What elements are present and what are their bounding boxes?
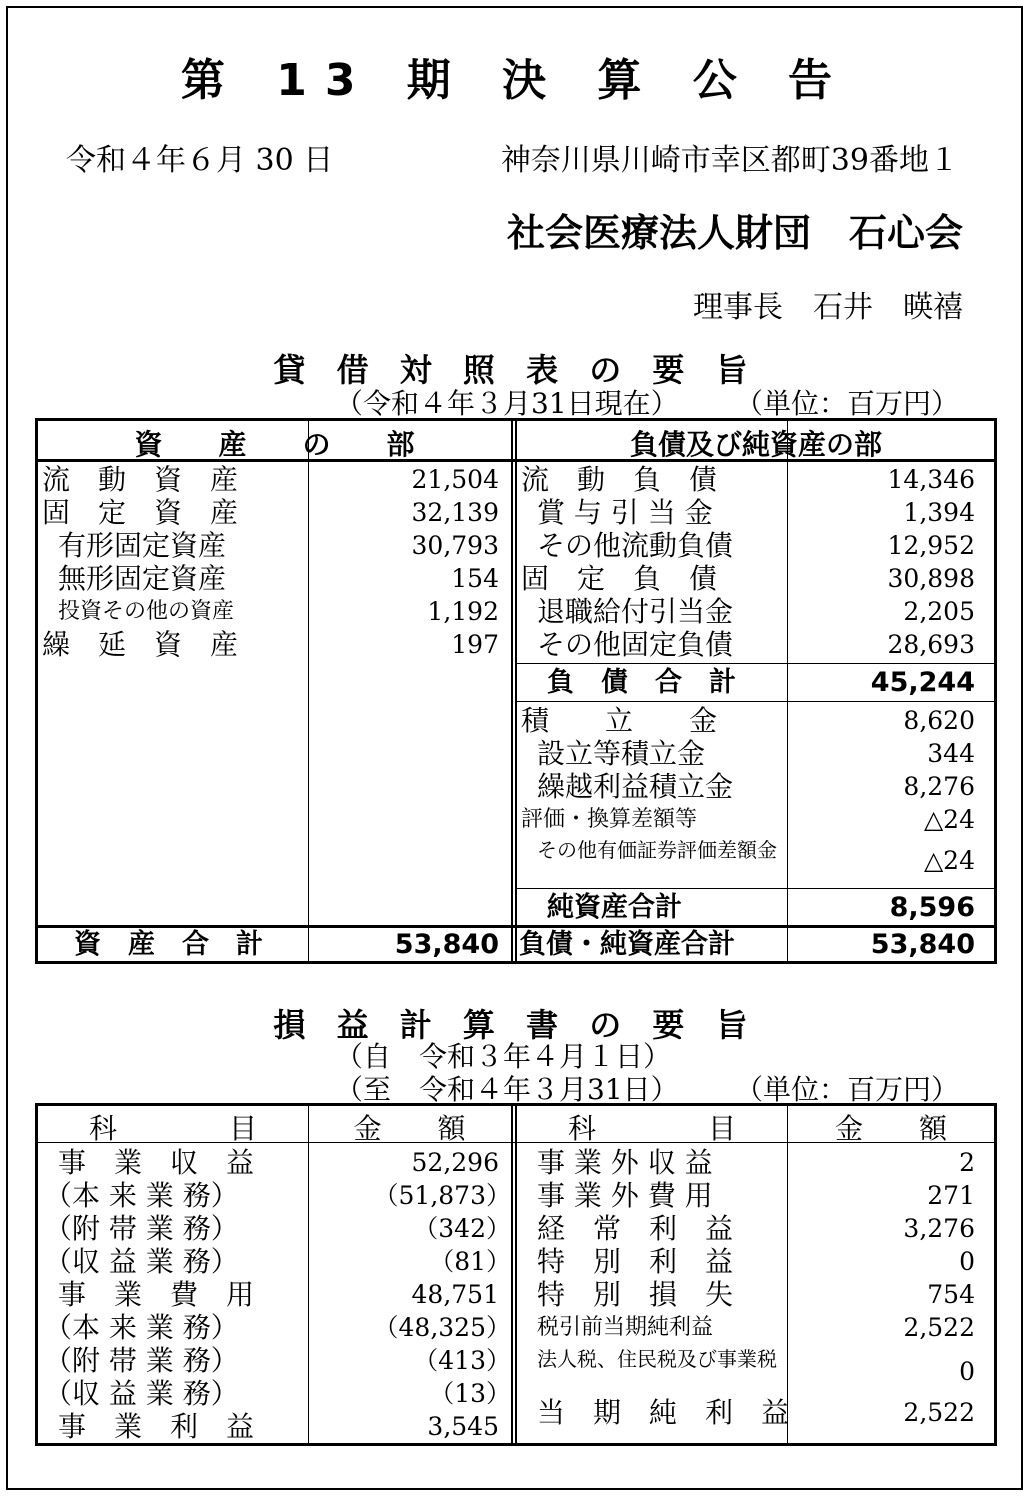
row-label: 積 立 金 [521,704,718,737]
balance-sheet-table [35,418,997,964]
row-value: 21,504 [411,465,499,494]
table-row [517,562,995,595]
row-value: （81） [429,1247,511,1276]
table-row [38,496,511,529]
table-row [38,1311,511,1344]
item-header: 科 目 [567,1112,736,1145]
balance-sheet-unit: （単位：百万円） [735,387,960,420]
row-label: （収 益 業 務） [44,1245,239,1278]
table-row [517,1212,995,1245]
company-name: 社会医療法人財団 石心会 [506,211,963,255]
representative: 理事長 石井 暎禧 [693,290,963,325]
row-label: 評価・換算差額等 [521,807,698,832]
row-label: （本 来 業 務） [44,1179,239,1212]
table-row [38,1344,511,1377]
table-row [517,1396,995,1429]
row-value: 14,346 [887,465,975,494]
table-row [517,529,995,562]
table-row [517,463,995,496]
row-value: 30,898 [887,564,975,593]
divider [517,663,994,664]
row-value: 154 [451,564,499,593]
row-value: （413） [413,1346,511,1375]
row-label: 投資その他の資産 [58,599,235,624]
row-label: 特 別 損 失 [537,1278,734,1311]
row-label: 税引前当期純利益 [537,1315,714,1340]
amount-header: 金 額 [353,1112,466,1145]
table-row [38,1179,511,1212]
company-address: 神奈川県川崎市幸区都町39番地１ [500,143,959,178]
row-label: 繰 延 資 産 [42,628,239,661]
row-label: 賞 与 引 当 金 [537,496,713,529]
row-value: 0 [959,1357,975,1386]
table-row [517,1146,995,1179]
row-label: 経 常 利 益 [537,1212,734,1245]
income-statement-unit: （単位：百万円） [735,1073,960,1106]
row-value: 2 [959,1148,975,1177]
row-value: 53,840 [394,929,499,960]
table-row [517,595,995,628]
row-label: 固 定 資 産 [42,496,239,529]
row-value: 8,596 [889,892,975,923]
row-value: 0 [959,1247,975,1276]
divider [517,888,994,889]
table-row [38,1212,511,1245]
table-row [517,1179,995,1212]
table-row [517,1278,995,1311]
row-label: 無形固定資産 [58,562,227,595]
row-value: （13） [429,1379,511,1408]
table-row [517,496,995,529]
table-row [517,770,995,803]
row-value: 197 [451,630,499,659]
row-value: 8,276 [903,772,975,801]
row-value: 45,244 [870,667,975,698]
row-label: 負 債 合 計 [547,667,736,698]
row-label: 負債・純資産合計 [519,929,735,960]
row-label: 純資産合計 [547,892,682,923]
row-label: 事 業 外 収 益 [537,1146,713,1179]
row-value: 3,276 [903,1214,975,1243]
divider [517,701,994,702]
table-row [517,704,995,737]
row-value: 754 [927,1280,975,1309]
row-label: その他有価証券評価差額金 [537,838,777,862]
row-value: 12,952 [887,531,975,560]
row-value: 3,545 [427,1412,499,1441]
row-label: （附 帯 業 務） [44,1212,239,1245]
row-value: 28,693 [887,630,975,659]
row-value: 1,192 [427,597,499,626]
table-row [38,1245,511,1278]
row-label: 事 業 外 費 用 [537,1179,713,1212]
period-from: （自 令和３年４月１日） [335,1040,672,1073]
income-statement-title: 損 益 計 算 書 の 要 旨 [273,1006,758,1044]
row-value: 2,522 [903,1313,975,1342]
row-value: （48,325） [373,1313,511,1342]
row-label: 固 定 負 債 [521,562,718,595]
row-value: （51,873） [373,1181,511,1210]
row-value: △24 [923,846,975,875]
table-row [517,737,995,770]
row-value: 52,296 [411,1148,499,1177]
row-value: 271 [927,1181,975,1210]
amount-header: 金 額 [834,1112,947,1145]
row-label: 資 産 合 計 [74,929,263,960]
announcement-date: 令和４年６月 30 日 [66,143,334,178]
liabilities-header: 負債及び純資産の部 [629,428,882,461]
table-row [517,1311,995,1344]
row-value: △24 [923,805,975,834]
row-label: 流 動 資 産 [42,463,239,496]
table-row [517,628,995,661]
table-row [38,1146,511,1179]
row-label: （本 来 業 務） [44,1311,239,1344]
row-value: 344 [927,739,975,768]
row-label: その他流動負債 [537,529,734,562]
row-label: 退職給付引当金 [537,595,734,628]
row-label: 有形固定資産 [58,529,227,562]
table-row [38,1278,511,1311]
row-label: その他固定負債 [537,628,734,661]
row-value: （342） [413,1214,511,1243]
row-value: 30,793 [411,531,499,560]
table-row [38,529,511,562]
balance-sheet-date: （令和４年３月31日現在） [335,387,679,420]
liab-equity-total-row [517,928,995,961]
table-row [517,1245,995,1278]
table-row [517,836,995,886]
assets-total-row [38,928,511,961]
row-value: 2,522 [903,1398,975,1427]
row-label: （附 帯 業 務） [44,1344,239,1377]
table-row [38,463,511,496]
table-row [517,803,995,836]
table-row [517,1346,995,1396]
period-to: （至 令和４年３月31日） [335,1073,679,1106]
table-row [38,628,511,661]
row-value: 1,394 [903,498,975,527]
row-label: 事 業 費 用 [58,1278,255,1311]
equity-total-row [517,891,995,924]
table-row [38,1377,511,1410]
row-value: 2,205 [903,597,975,626]
table-row [38,562,511,595]
row-value: 8,620 [903,706,975,735]
row-label: 特 別 利 益 [537,1245,734,1278]
balance-sheet-title: 貸 借 対 照 表 の 要 旨 [273,351,758,389]
table-row [38,595,511,628]
row-label: 当 期 純 利 益 [537,1396,790,1429]
row-label: 設立等積立金 [537,737,706,770]
assets-header: 資 産 の 部 [134,428,415,461]
row-value: 53,840 [870,929,975,960]
row-value: 48,751 [411,1280,499,1309]
document-title: 第 13 期 決 算 公 告 [180,55,851,106]
row-label: 事 業 収 益 [58,1146,255,1179]
row-value: 32,139 [411,498,499,527]
item-header: 科 目 [88,1112,257,1145]
liabilities-total-row [517,666,995,699]
row-label: 流 動 負 債 [521,463,718,496]
row-label: 事 業 利 益 [58,1410,255,1443]
row-label: 法人税、住民税及び事業税 [537,1347,777,1371]
table-row [38,1410,511,1443]
row-label: 繰越利益積立金 [537,770,734,803]
income-statement-table [35,1103,997,1446]
row-label: （収 益 業 務） [44,1377,239,1410]
